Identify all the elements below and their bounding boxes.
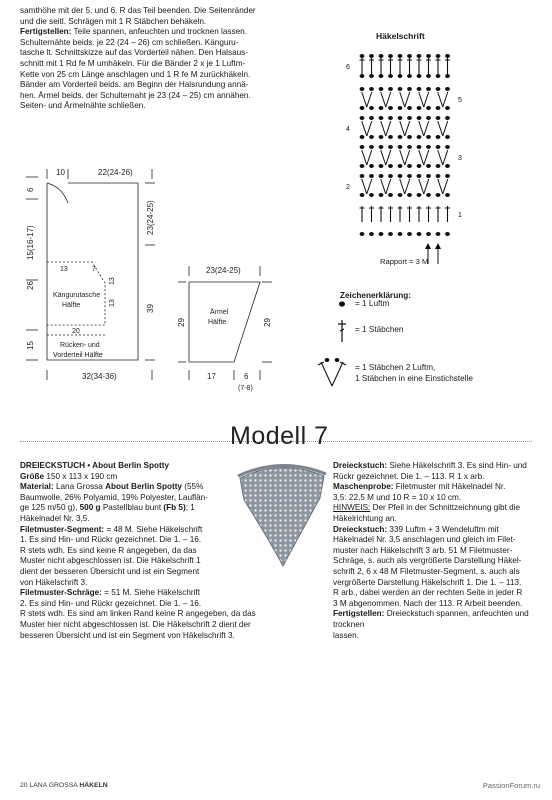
- chain-stitch-dot: [407, 164, 412, 168]
- text-line: Häkelrichtung an.: [333, 513, 397, 523]
- instructions-column-2: [333, 461, 533, 641]
- chain-stitch-dot: [445, 145, 450, 149]
- chain-stitch-dot: [445, 87, 450, 91]
- chain-stitch-dot: [398, 164, 403, 168]
- sleeve-label-2: Hälfte: [208, 319, 227, 326]
- chain-stitch-dot: [379, 116, 384, 120]
- text-line: R stets wdh. Es sind keine R angegeben, da das: [20, 545, 197, 555]
- chain-stitch-dot: [379, 174, 384, 178]
- chain-stitch-dot: [398, 87, 403, 91]
- chain-stitch-dot: [388, 54, 393, 58]
- v-stitch-left: [419, 150, 424, 165]
- chain-stitch-dot: [360, 145, 365, 149]
- sleeve-bottom-6: 6: [244, 372, 249, 381]
- chain-stitch-dot: [445, 74, 450, 78]
- text-line: Rückr gezeichnet. Die 1. – 113. R 1 x arb.: [333, 471, 485, 481]
- dim-22: 22(24-26): [98, 168, 133, 177]
- chain-stitch-dot: [379, 145, 384, 149]
- v-stitch-left: [438, 179, 443, 194]
- chain-stitch-dot: [379, 135, 384, 139]
- text-line: [20, 588, 335, 599]
- label: Filetmuster-Schräge:: [20, 588, 102, 598]
- chain-stitch-dot: [445, 116, 450, 120]
- chain-stitch-dot: [407, 87, 412, 91]
- dim-32: 32(34-36): [82, 372, 117, 381]
- chain-stitch-dot: [407, 174, 412, 178]
- v-stitch-right: [424, 121, 429, 136]
- v-stitch-right: [443, 92, 448, 107]
- v-stitch-right: [424, 150, 429, 165]
- rapport-label: Rapport = 3 M: [380, 257, 429, 266]
- chain-stitch-dot: [426, 164, 431, 168]
- chain-stitch-dot: [398, 54, 403, 58]
- v-stitch-left: [438, 150, 443, 165]
- chain-stitch-dot: [417, 87, 422, 91]
- text: = 48 M. Siehe Häkelschrift: [104, 524, 203, 534]
- label: Filetmuster-Segment:: [20, 524, 105, 534]
- legend-dc-icon: [336, 318, 348, 344]
- v-stitch-left: [400, 179, 405, 194]
- chain-stitch-dot: [417, 135, 422, 139]
- chain-stitch-dot: [445, 135, 450, 139]
- chart-title: Häkelschrift: [376, 31, 425, 41]
- text-line: samthöhe mit der 5. und 6. R das Teil beenden. Die Seitenränder: [20, 6, 256, 15]
- text: Filetmuster mit Häkelnadel Nr.: [393, 482, 506, 492]
- chain-stitch-dot: [426, 135, 431, 139]
- label: Dreieckstuch:: [333, 461, 388, 470]
- chain-stitch-dot: [388, 135, 393, 139]
- chain-stitch-dot: [436, 135, 441, 139]
- chain-stitch-dot: [407, 145, 412, 149]
- text: Siehe Häkelschrift 3. Es sind Hin- und: [387, 461, 527, 470]
- v-stitch-right: [386, 121, 391, 136]
- text-line: Häkelnadel Nr. 3,5.: [20, 513, 90, 523]
- text: 339 Luftm + 3 Wendeluftm mit: [387, 524, 499, 534]
- chain-stitch-dot: [436, 54, 441, 58]
- dim-23-24-25: 23(24-25): [146, 200, 155, 235]
- text: ; 1: [185, 503, 195, 513]
- chain-stitch-dot: [445, 193, 450, 197]
- chain-stitch-dot: [407, 135, 412, 139]
- direction-arrow-head: [425, 243, 431, 249]
- chain-stitch-dot: [398, 135, 403, 139]
- chain-stitch-dot: [407, 232, 412, 236]
- color-code: (Fb 5): [163, 503, 186, 513]
- v-stitch-right: [405, 92, 410, 107]
- text: Lana Grossa: [53, 482, 106, 492]
- row-number: 1: [458, 212, 462, 219]
- v-stitch-left: [438, 121, 443, 136]
- text: ge 125 m/50 g),: [20, 503, 80, 513]
- sleeve-bottom-17: 17: [207, 372, 216, 381]
- v-stitch-right: [405, 121, 410, 136]
- v-stitch-left: [419, 92, 424, 107]
- text-line: Schulternähte beids. je 22 (24 – 26) cm schließen. Känguru-: [20, 37, 239, 47]
- text-line: vergrößerte Darstellung Häkelschrift 1. Die 1. – 113.: [333, 577, 522, 587]
- row-number: 5: [458, 97, 462, 104]
- chain-stitch-dot: [388, 232, 393, 236]
- chain-stitch-dot: [436, 106, 441, 110]
- back-label-1: Rücken- und: [60, 342, 100, 349]
- text-line: [333, 525, 533, 536]
- chain-stitch-dot: [360, 135, 365, 139]
- chain-stitch-dot: [426, 193, 431, 197]
- chain-stitch-dot: [407, 193, 412, 197]
- chain-stitch-dot: [360, 164, 365, 168]
- sleeve-bottom-78: (7-8): [238, 385, 253, 392]
- text-line: 3 M abgenommen. Nach der 113. R Arbeit beenden.: [333, 598, 523, 608]
- chain-stitch-dot: [417, 232, 422, 236]
- text-line: tasche lt. Schnittskizze auf das Vorderteil nähen. Den Halsaus-: [20, 48, 249, 58]
- v-stitch-left: [381, 92, 386, 107]
- v-stitch-left: [362, 179, 367, 194]
- dim-13b: 13: [109, 277, 116, 285]
- chain-stitch-dot: [379, 106, 384, 110]
- brand: LANA GROSSA: [29, 782, 78, 789]
- chain-stitch-dot: [369, 193, 374, 197]
- chain-stitch-dot: [417, 116, 422, 120]
- chain-stitch-dot: [426, 174, 431, 178]
- text-line: Seiten- und Ärmelnähte schließen.: [20, 101, 146, 111]
- page-number: 20: [20, 782, 28, 789]
- chain-stitch-dot: [388, 116, 393, 120]
- dim-20: 20: [72, 328, 80, 335]
- watermark: PassionForum.ru: [482, 781, 540, 790]
- text-line: Kette von 25 cm Länge anschlagen und 1 R fe M zurückhäkeln.: [20, 69, 251, 79]
- chain-stitch-dot: [436, 116, 441, 120]
- text-line: [333, 503, 533, 514]
- text-line: besseren Übersicht und ist ein Segment von Häkelschrift 3.: [20, 630, 235, 640]
- chain-stitch-dot: [417, 74, 422, 78]
- chain-stitch-dot: [360, 106, 365, 110]
- chain-stitch-dot: [445, 174, 450, 178]
- chain-stitch-dot: [445, 232, 450, 236]
- amount: 500 g: [79, 503, 101, 513]
- section-name: HÄKELN: [79, 782, 108, 789]
- chain-stitch-dot: [388, 193, 393, 197]
- v-stitch-left: [400, 150, 405, 165]
- v-stitch-right: [367, 179, 372, 194]
- chain-stitch-dot: [360, 54, 365, 58]
- chain-stitch-dot: [436, 164, 441, 168]
- v-stitch-right: [405, 150, 410, 165]
- chain-stitch-dot: [369, 135, 374, 139]
- v-stitch-left: [438, 92, 443, 107]
- label: Fertigstellen:: [20, 27, 72, 37]
- chain-stitch-dot: [360, 74, 365, 78]
- chain-stitch-dot: [417, 145, 422, 149]
- text-line: hen. Ärmel beids. der Schulternaht je 23 (24 – 25) cm annähen.: [20, 90, 251, 100]
- text-line: R stets wdh. Es sind am linken Rand keine R angegeben, da das: [20, 609, 256, 619]
- chain-stitch-dot: [436, 232, 441, 236]
- chain-stitch-dot: [388, 145, 393, 149]
- legend-item-chain: = 1 Luftm: [355, 299, 390, 308]
- chain-stitch-dot: [379, 87, 384, 91]
- text-line: Baumwolle, 26% Polyamid, 19% Polyester, Lauflän-: [20, 492, 208, 502]
- dim-39: 39: [146, 304, 155, 313]
- v-stitch-left: [400, 121, 405, 136]
- chain-stitch-dot: [369, 145, 374, 149]
- v-stitch-right: [386, 150, 391, 165]
- dim-7: 7: [92, 266, 96, 273]
- direction-arrow-head: [435, 243, 441, 249]
- v-stitch-right: [367, 121, 372, 136]
- dim-15-16-17: 15(16-17): [26, 225, 35, 260]
- chain-stitch-dot: [407, 74, 412, 78]
- chain-stitch-dot: [369, 232, 374, 236]
- text-line: [20, 27, 272, 38]
- row-number: 2: [346, 184, 350, 191]
- text-line: Muster nicht abgeschlossen ist. Die Häkelschrift 1: [20, 556, 201, 566]
- chain-stitch-dot: [369, 116, 374, 120]
- top-text-block: [20, 6, 272, 112]
- v-stitch-left: [419, 121, 424, 136]
- chain-stitch-dot: [379, 193, 384, 197]
- chain-stitch-dot: [379, 74, 384, 78]
- chain-stitch-dot: [360, 174, 365, 178]
- text-line: muster nach Häkelschrift 3 arb. 51 M Filetmuster-: [333, 545, 513, 555]
- text-line: schnitt mit 1 Rd fe M umhäkeln. Für die Bänder 2 x je 1 Luftm-: [20, 58, 246, 68]
- chain-stitch-dot: [445, 54, 450, 58]
- sleeve-schematic: [172, 262, 282, 402]
- chain-stitch-dot: [417, 54, 422, 58]
- text-line: [333, 482, 533, 493]
- chain-stitch-dot: [407, 54, 412, 58]
- crochet-chart: [340, 44, 470, 274]
- chain-stitch-dot: [388, 106, 393, 110]
- text-line: Schräge, s. auch als vergrößerte Darstellung Häkel-: [333, 556, 522, 566]
- label: Maschenprobe:: [333, 482, 394, 492]
- chain-stitch-dot: [369, 164, 374, 168]
- chain-stitch-dot: [360, 116, 365, 120]
- chain-stitch-dot: [398, 116, 403, 120]
- sleeve-top-dim: 23(24-25): [206, 266, 241, 275]
- label: Dreieckstuch:: [333, 524, 388, 534]
- label: Größe: [20, 471, 45, 481]
- v-stitch-left: [381, 179, 386, 194]
- sleeve-right-dim: 29: [263, 318, 272, 327]
- text-line: Muster hier nicht abgeschlossen ist. Die Häkelschrift 2 dient der: [20, 619, 251, 629]
- chain-stitch-dot: [436, 87, 441, 91]
- legend-chain-icon: [336, 298, 348, 310]
- chain-stitch-dot: [426, 145, 431, 149]
- legend-item-v-stitch-2: 1 Stäbchen in eine Einstichstelle: [355, 374, 473, 383]
- dim-13c: 13: [109, 299, 116, 307]
- chain-stitch-dot: [388, 87, 393, 91]
- row-number: 3: [458, 155, 462, 162]
- v-stitch-left: [362, 150, 367, 165]
- chain-stitch-dot: [426, 87, 431, 91]
- v-stitch-right: [443, 150, 448, 165]
- label: Material:: [20, 482, 54, 492]
- sleeve-left-dim: 29: [177, 318, 186, 327]
- chain-stitch-dot: [398, 145, 403, 149]
- chain-stitch-dot: [426, 54, 431, 58]
- text-line: von Häkelschrift 3.: [20, 577, 88, 587]
- chain-stitch-dot: [436, 145, 441, 149]
- chain-stitch-dot: [369, 174, 374, 178]
- chain-stitch-dot: [407, 116, 412, 120]
- v-stitch-right: [443, 121, 448, 136]
- shawl-photo: [228, 458, 334, 570]
- text-line: [333, 461, 533, 472]
- model-heading: Modell 7: [230, 422, 329, 450]
- text: Pastellblau bunt: [100, 503, 164, 513]
- chain-stitch-dot: [388, 164, 393, 168]
- text-line: R arb., dabei werden an der rechten Seite in jeder R: [333, 588, 523, 598]
- row-number: 6: [346, 64, 350, 71]
- v-stitch-right: [405, 179, 410, 194]
- body-schematic: [20, 165, 185, 400]
- text-line: Bänder am Vorderteil beids. am Beginn der Halsrundung annä-: [20, 80, 249, 90]
- yarn-name: About Berlin Spotty: [105, 482, 182, 492]
- chain-stitch-dot: [417, 164, 422, 168]
- dim-10: 10: [56, 168, 65, 177]
- sleeve-label-1: Ärmel: [210, 309, 229, 316]
- v-stitch-right: [443, 179, 448, 194]
- chain-stitch-dot: [398, 106, 403, 110]
- chain-stitch-dot: [417, 193, 422, 197]
- chain-stitch-dot: [379, 164, 384, 168]
- chain-stitch-dot: [426, 232, 431, 236]
- chain-stitch-dot: [436, 174, 441, 178]
- chain-stitch-dot: [426, 74, 431, 78]
- footer: [20, 782, 108, 789]
- v-stitch-left: [381, 121, 386, 136]
- text: Dreieckstuch spannen, anfeuchten und trocknen: [333, 609, 529, 629]
- chain-stitch-dot: [369, 87, 374, 91]
- chain-stitch-dot: [360, 232, 365, 236]
- legend-item-dc: = 1 Stäbchen: [355, 325, 404, 334]
- v-stitch-left: [362, 92, 367, 107]
- chain-stitch-dot: [388, 74, 393, 78]
- label: Fertigstellen:: [333, 609, 385, 619]
- v-stitch-right: [367, 92, 372, 107]
- chain-stitch-dot: [398, 174, 403, 178]
- v-stitch-left: [381, 150, 386, 165]
- chain-stitch-dot: [379, 54, 384, 58]
- legend-title: Zeichenerklärung:: [340, 291, 411, 300]
- chain-stitch-dot: [398, 74, 403, 78]
- text: = 51 M. Siehe Häkelschrift: [101, 588, 200, 598]
- chain-stitch-dot: [417, 106, 422, 110]
- chain-stitch-dot: [360, 87, 365, 91]
- chain-stitch-dot: [369, 106, 374, 110]
- dim-6: 6: [26, 187, 35, 192]
- text-line: [333, 609, 533, 630]
- chain-stitch-dot: [369, 74, 374, 78]
- v-stitch-right: [424, 92, 429, 107]
- v-stitch-right: [386, 179, 391, 194]
- text-line: Häkelnadel Nr. 3,5 anschlagen und gleich im Filet-: [333, 535, 516, 545]
- pocket-label-1: Kängurutasche: [53, 292, 101, 299]
- text-line: 3,5: 22,5 M und 10 R = 10 x 10 cm.: [333, 492, 462, 502]
- chain-stitch-dot: [388, 174, 393, 178]
- text: (55%: [181, 482, 204, 492]
- chain-stitch-dot: [398, 232, 403, 236]
- dim-13a: 13: [60, 266, 68, 273]
- v-stitch-left: [362, 121, 367, 136]
- pocket-label-2: Hälfte: [62, 302, 81, 309]
- text-line: lassen.: [333, 630, 359, 640]
- row-number: 4: [346, 126, 350, 133]
- v-stitch-right: [386, 92, 391, 107]
- chain-stitch-dot: [398, 193, 403, 197]
- legend-item-v-stitch-1: = 1 Stäbchen 2 Luftm,: [355, 363, 436, 372]
- chain-stitch-dot: [436, 74, 441, 78]
- chain-stitch-dot: [417, 174, 422, 178]
- text: 150 x 113 x 190 cm: [44, 471, 118, 481]
- chain-stitch-dot: [426, 116, 431, 120]
- chain-stitch-dot: [360, 193, 365, 197]
- v-stitch-right: [424, 179, 429, 194]
- dim-15: 15: [26, 341, 35, 350]
- chain-stitch-dot: [436, 193, 441, 197]
- dim-26: 26: [26, 281, 35, 290]
- v-stitch-left: [400, 92, 405, 107]
- chain-stitch-dot: [445, 106, 450, 110]
- chain-stitch-dot: [407, 106, 412, 110]
- text-line: dient der besseren Übersicht und ist ein Segment: [20, 566, 200, 576]
- text-line: und die seitl. Schrägen mit 1 R Stäbchen behäkeln.: [20, 16, 207, 26]
- text: Der Pfeil in der Schnittzeichnung gibt die: [370, 503, 521, 513]
- text-line: 1. Es sind Hin- und Rückr gezeichnet. Die 1. – 16.: [20, 535, 202, 545]
- model-title: DREIECKSTUCH • About Berlin Spotty: [20, 461, 170, 470]
- chain-stitch-dot: [445, 164, 450, 168]
- text-line: schrift 2, 6 x 48 M Filetmuster-Segment, s. auch als: [333, 566, 520, 576]
- chain-stitch-dot: [369, 54, 374, 58]
- chain-stitch-dot: [426, 106, 431, 110]
- legend-v-stitch-icon: [314, 356, 350, 390]
- v-stitch-left: [419, 179, 424, 194]
- hint-label: HINWEIS:: [333, 503, 371, 513]
- text-line: 2. Es sind Hin- und Rückr gezeichnet. Die 1. – 16.: [20, 598, 202, 608]
- back-label-2: Vorderteil Hälfte: [53, 352, 103, 359]
- chain-stitch-dot: [379, 232, 384, 236]
- v-stitch-right: [367, 150, 372, 165]
- text: Teile spannen, anfeuchten und trocknen lassen.: [71, 27, 247, 37]
